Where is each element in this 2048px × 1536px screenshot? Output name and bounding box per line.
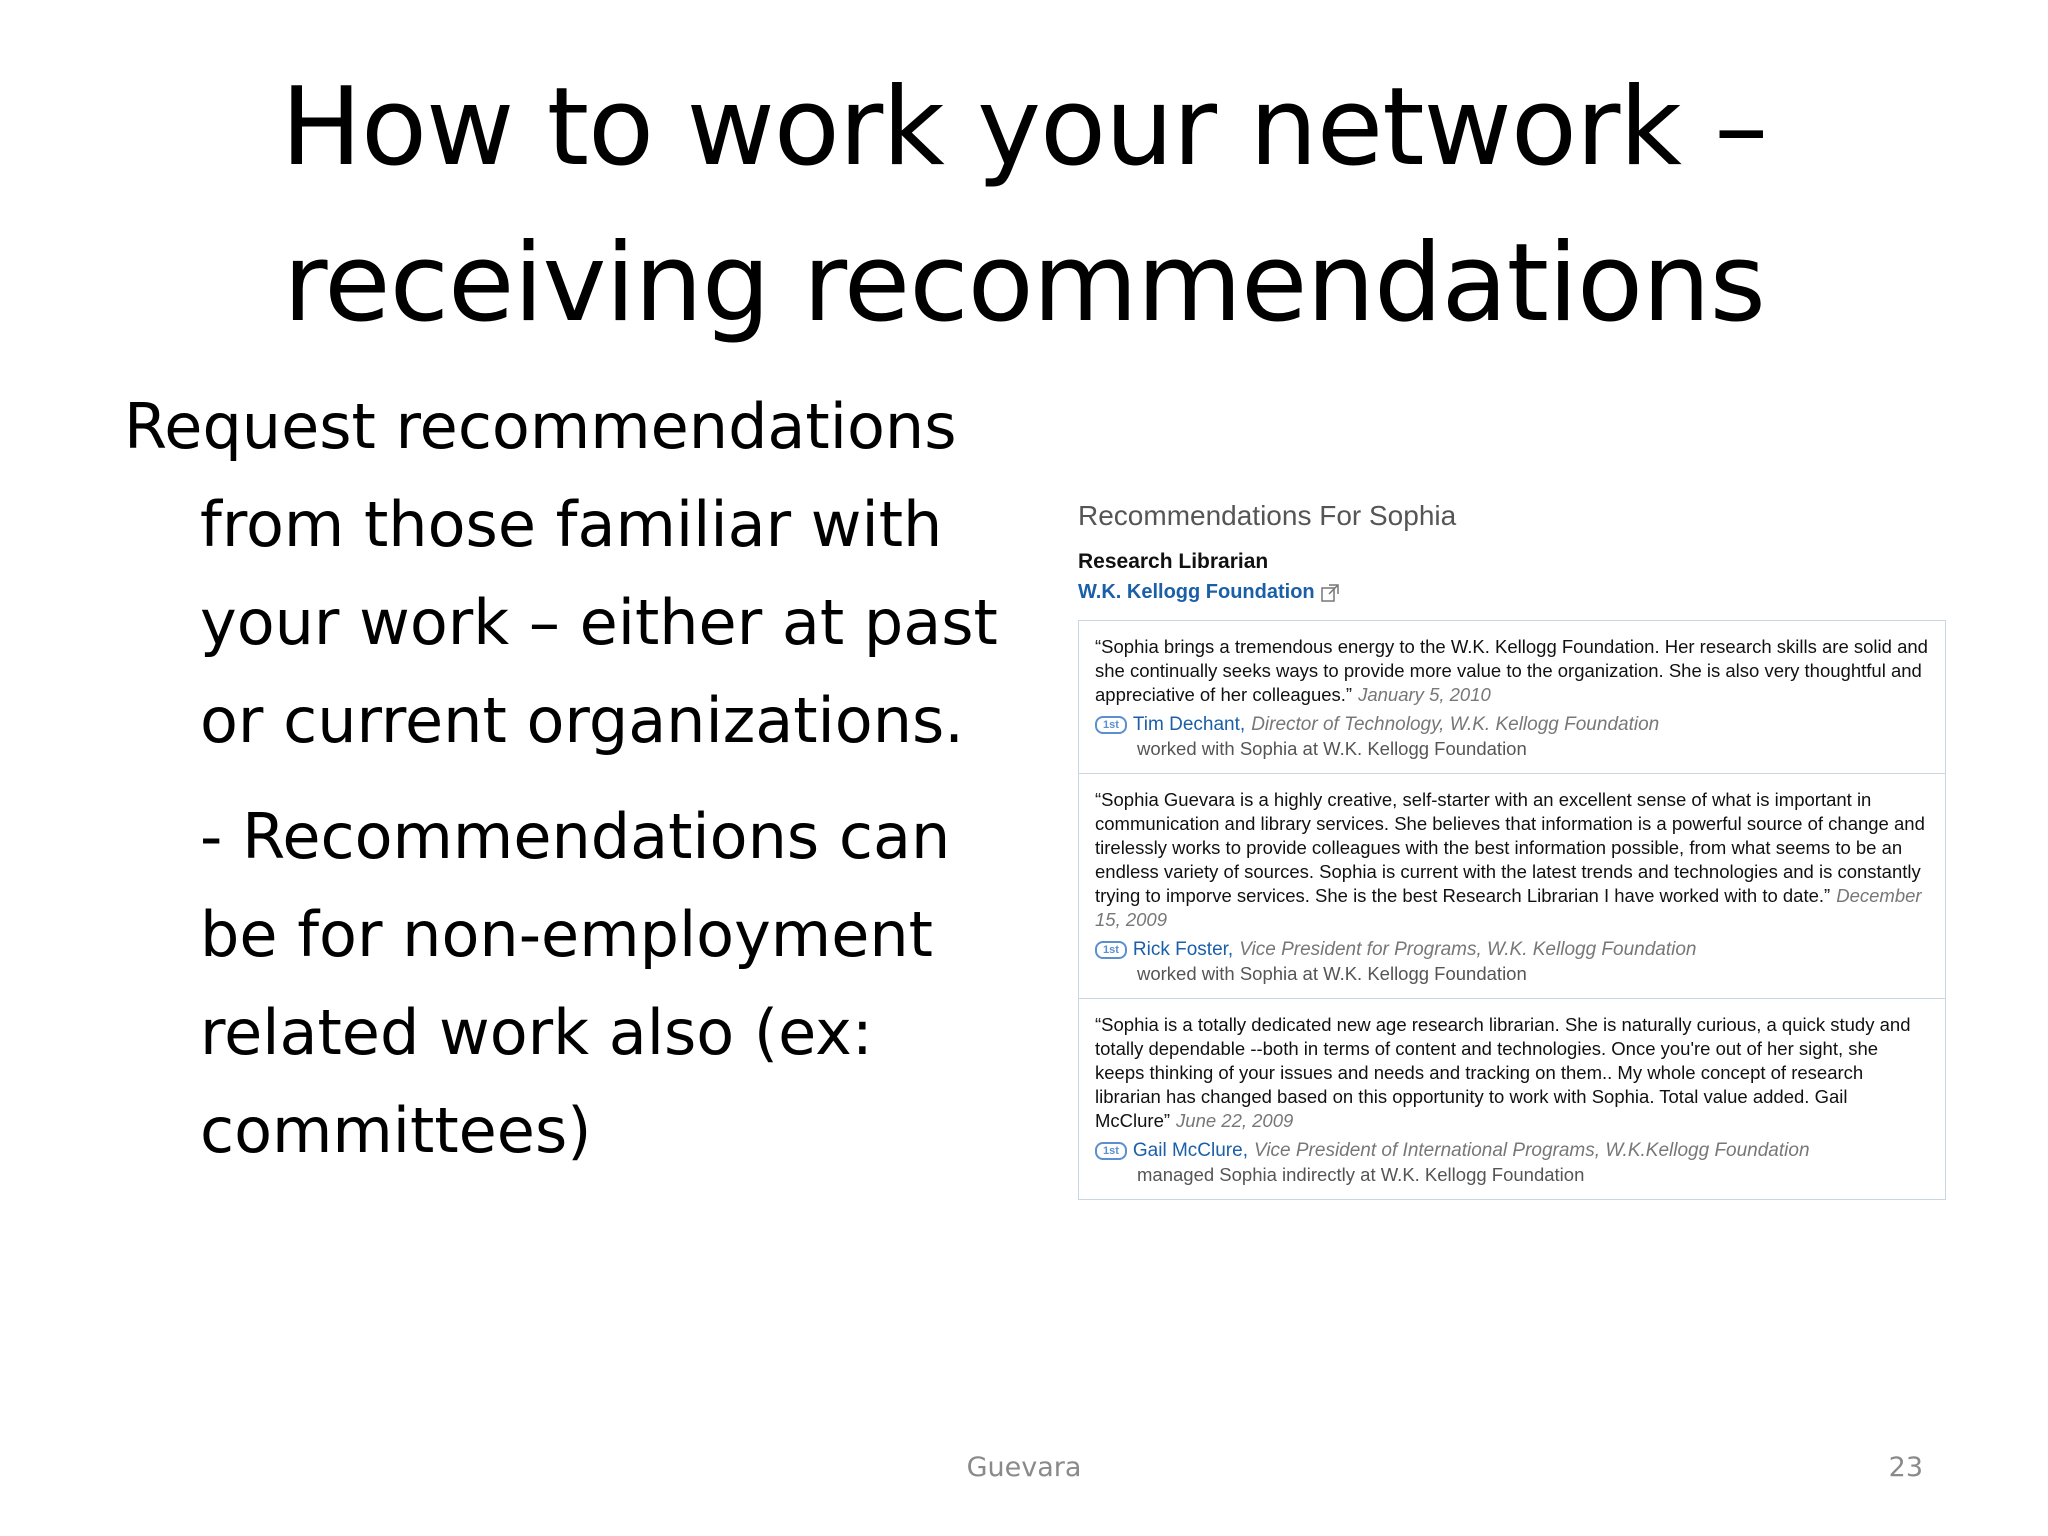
recommender-name-link[interactable]: Gail McClure,	[1132, 1140, 1248, 1161]
recommender-relation: managed Sophia indirectly at W.K. Kellogg Foundation	[1137, 1164, 1585, 1185]
recommender-name-link[interactable]: Rick Foster,	[1132, 939, 1234, 960]
first-degree-icon: 1st	[1095, 716, 1127, 734]
recommender	[1095, 938, 1929, 962]
position-title: Research Librarian	[1078, 550, 1269, 573]
first-degree-icon: 1st	[1095, 941, 1127, 959]
title-line-2: receiving recommendations	[283, 221, 1765, 346]
recommender-title: Director of Technology, W.K. Kellogg Foundation	[1251, 714, 1660, 735]
recommendations-heading: Recommendations For Sophia	[1078, 500, 1457, 531]
recommender-relation: worked with Sophia at W.K. Kellogg Foundation	[1137, 738, 1527, 759]
recommendations-list	[1078, 620, 1946, 1200]
recommender-name-link[interactable]: Tim Dechant,	[1132, 714, 1246, 735]
first-degree-icon: 1st	[1095, 1142, 1127, 1160]
recommendation-date: June 22, 2009	[1176, 1110, 1294, 1131]
recommendation-date: January 5, 2010	[1358, 684, 1491, 705]
recommendation-item	[1079, 621, 1945, 774]
title-line-1: How to work your network –	[280, 65, 1768, 190]
slide-title	[0, 50, 2048, 362]
recommendation-quote: “Sophia Guevara is a highly creative, self-starter with an excellent sense of what is important in communication and library services. She believes that information is a powerful source of change and tirelessly works to provide colleagues with the best information possible, from what seems to be an endless variety of sources. Sophia is current with the latest trends and technologies and is constantly trying to imporve services. She is the best Research Librarian I have worked with to date.” December 15, 2009	[1095, 789, 1925, 930]
recommender	[1095, 1139, 1929, 1163]
external-link-icon[interactable]	[1321, 584, 1339, 602]
recommender-title: Vice President of International Programs, W.K.Kellogg Foundation	[1253, 1140, 1810, 1161]
recommendation-date: December 15, 2009	[1095, 885, 1922, 930]
slide-footer: Guevara	[966, 1452, 1082, 1483]
recommender-relation: worked with Sophia at W.K. Kellogg Foundation	[1137, 963, 1527, 984]
recommendation-quote: “Sophia brings a tremendous energy to the W.K. Kellogg Foundation. Her research skills are solid and she continually seeks ways to provide more value to the organization. She is also very thoughtful and appreciative of her colleagues.” January 5, 2010	[1095, 636, 1928, 705]
recommender	[1095, 713, 1929, 737]
slide-body	[124, 378, 1024, 1180]
recommendation-item	[1079, 999, 1945, 1199]
recommendation-quote: “Sophia is a totally dedicated new age research librarian. She is naturally curious, a quick study and totally dependable --both in terms of content and technologies. Once you're out of her sight, she keeps thinking of your issues and needs and tracking on them.. My whole concept of research librarian has changed based on this opportunity to work with Sophia. Total value added. Gail McClure” June 22, 2009	[1095, 1014, 1911, 1131]
recommender-title: Vice President for Programs, W.K. Kellogg Foundation	[1239, 939, 1697, 960]
organization-name[interactable]: W.K. Kellogg Foundation	[1078, 581, 1315, 603]
organization-link[interactable]	[1078, 581, 1339, 604]
bullet-main: Request recommendations from those familiar with your work – either at past or current organizations.	[124, 390, 998, 757]
slide-page-number: 23	[1888, 1452, 1923, 1483]
recommendation-item	[1079, 774, 1945, 999]
bullet-sub: - Recommendations can be for non-employment related work also (ex: committees)	[200, 800, 951, 1167]
